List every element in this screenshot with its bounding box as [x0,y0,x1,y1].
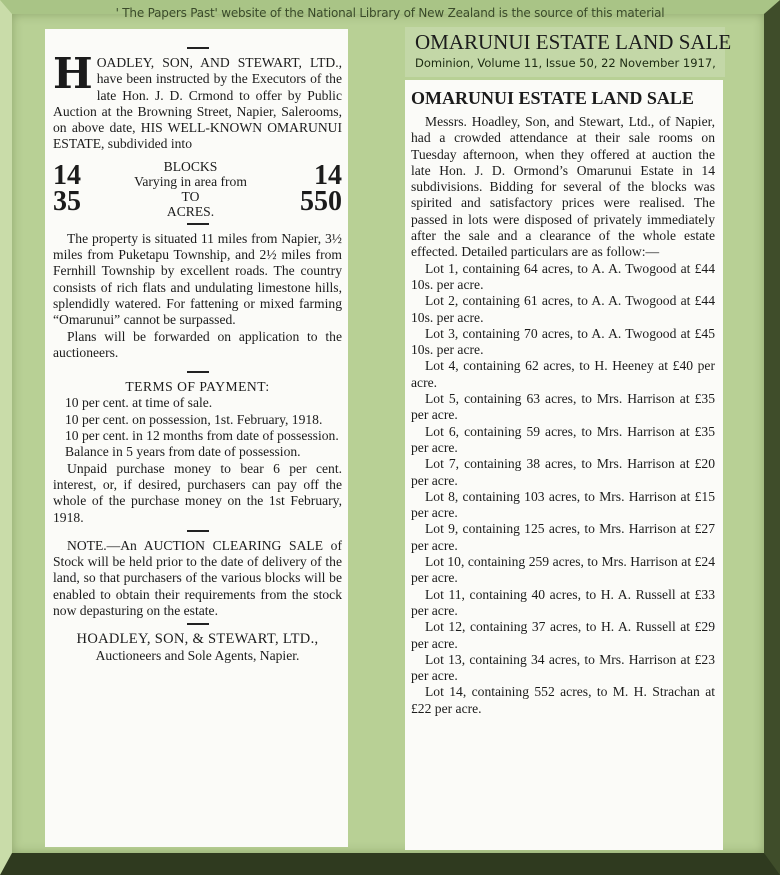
property-description: The property is situated 11 miles from Napier, 3½ miles from Puketapu Township, and 2½ miles from Fernhill Township by excellent roads. The country consists of rich flats and undulating limestone hills, splendidly watered. For fattening or mixed farming “Omarunui” cannot be surpassed. [53,230,342,328]
max-acres-right: 550 [299,185,342,217]
term-item: 10 per cent. in 12 months from date of possession. [65,428,339,444]
blocks-summary [53,159,342,219]
divider [187,223,209,225]
drop-cap: H [53,49,93,98]
lot-entry: Lot 2, containing 61 acres, to A. A. Twogood at £44 10s. per acre. [411,293,715,325]
lot-entry: Lot 1, containing 64 acres, to A. A. Twogood at £44 10s. per acre. [411,260,715,292]
divider [187,530,209,532]
blocks-count-right: 14 [313,159,342,191]
article-header [405,27,732,77]
lot-entry: Lot 11, containing 40 acres, to H. A. Russell at £33 per acre. [411,586,715,618]
terms-title: TERMS OF PAYMENT: [125,379,270,395]
auction-note: NOTE.—An AUCTION CLEARING SALE of Stock will be held prior to the date of delivery of the land, so that purchasers of the various blocks will be enabled to obtain their requirements from the stock now depasturing on the estate. [53,537,342,619]
article-intro: Messrs. Hoadley, Son, and Stewart, Ltd., of Napier, had a crowded attendance at their sale rooms on Tuesday afternoon, when they offered at auction the late Hon. J. D. Ormond’s Omarunui Estate in 14 subdivisions. Bidding for several of the blocks was spirited and satisfactory prices were realised. The passed in lots were disposed of privately immediately after the sale and a clearance of the whole estate effected. Detailed particulars are as follow:— [411,114,715,260]
lot-entry: Lot 8, containing 103 acres, to Mrs. Harrison at £15 per acre. [411,488,715,521]
term-item: Balance in 5 years from date of possession. [65,444,301,460]
ad-intro: OADLEY, SON, AND STEWART, LTD., have been instructed by the Executors of the late Hon. J. D. Crmond to offer by Public Auction at the Browning Street, Napier, Salerooms, on above date, HIS WELL-KNOWN OMARUNUI ESTATE, subdivided into [53,55,342,152]
to-label: TO [181,188,200,204]
page-title: OMARUNUI ESTATE LAND SALE [415,30,732,54]
acres-label: ACRES. [166,203,215,219]
term-item: 10 per cent. at time of sale. [65,395,213,411]
blocks-label: BLOCKS [163,158,218,174]
lot-entry: Lot 9, containing 125 acres, to Mrs. Harrison at £27 per acre. [411,521,715,553]
unpaid-note: Unpaid purchase money to bear 6 per cent. interest, or, if desired, purchasers can pay off the whole of the purchase money on the 1st February, 1918. [53,460,342,525]
source-attribution: ' The Papers Past' website of the National Library of New Zealand is the source of this material [115,6,665,20]
lot-entry: Lot 5, containing 63 acres, to Mrs. Harrison at £35 per acre. [411,391,715,423]
lot-entry: Lot 14, containing 552 acres, to M. H. Strachan at £22 per acre. [411,684,715,716]
divider [187,623,209,625]
min-acres-left: 35 [53,185,81,217]
lot-entry: Lot 12, containing 37 acres, to H. A. Russell at £29 per acre. [411,619,715,651]
lot-entry: Lot 6, containing 59 acres, to Mrs. Harrison at £35 per acre. [411,423,715,455]
advertisement-clipping [45,29,348,847]
citation: Dominion, Volume 11, Issue 50, 22 November 1917, [415,56,716,70]
blocks-count-left: 14 [53,159,81,191]
varying-label: Varying in area from [134,173,247,189]
signature: HOADLEY, SON, & STEWART, LTD., [76,631,319,648]
lot-entry: Lot 3, containing 70 acres, to A. A. Twogood at £45 10s. per acre. [411,325,715,358]
divider [187,371,209,373]
lot-entry: Lot 7, containing 38 acres, to Mrs. Harrison at £20 per acre. [411,456,715,488]
article-title: OMARUNUI ESTATE LAND SALE [411,88,694,108]
lot-entry: Lot 13, containing 34 acres, to Mrs. Harrison at £23 per acre. [411,651,715,684]
term-item: 10 per cent. on possession, 1st. February, 1918. [65,411,323,427]
plans-note: Plans will be forwarded on application to the auctioneers. [53,328,342,360]
signature-subtitle: Auctioneers and Sole Agents, Napier. [95,647,300,663]
lot-entry: Lot 10, containing 259 acres, to Mrs. Harrison at £24 per acre. [411,554,715,586]
article-clipping [405,80,723,850]
lot-entry: Lot 4, containing 62 acres, to H. Heeney at £40 per acre. [411,358,715,390]
divider [187,47,209,49]
